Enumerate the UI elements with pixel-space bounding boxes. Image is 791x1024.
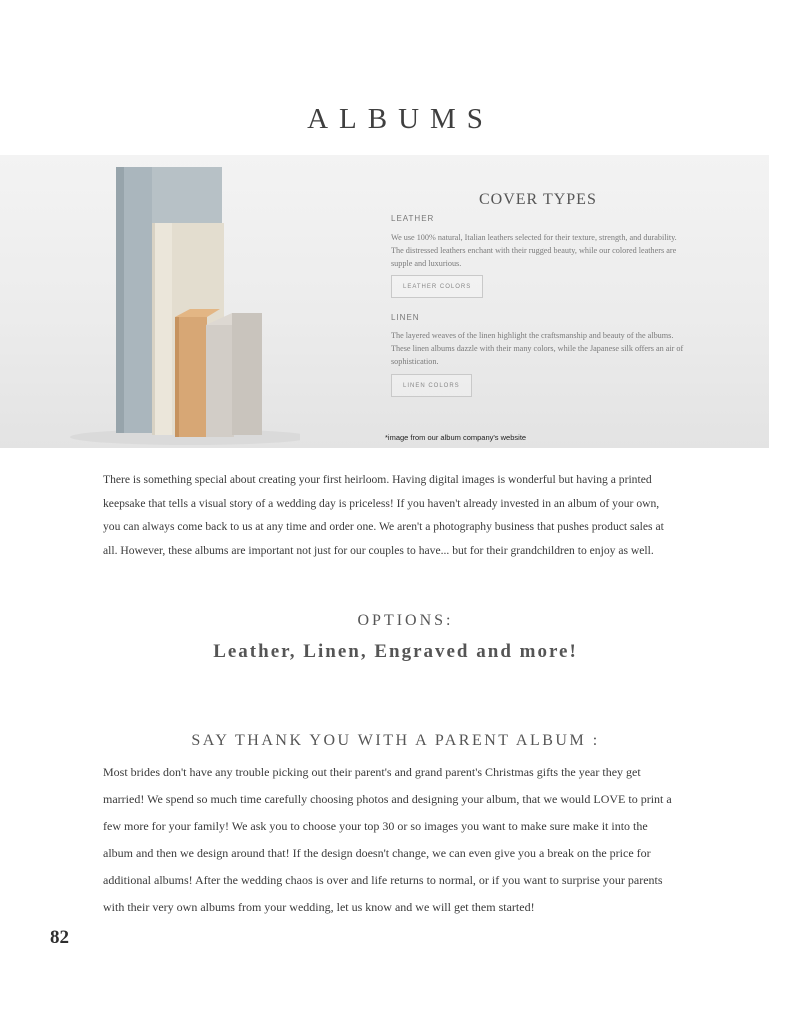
- album-books-illustration: [0, 155, 300, 448]
- options-subheading: Leather, Linen, Engraved and more!: [213, 641, 578, 662]
- linen-album: [206, 325, 234, 437]
- linen-label: LINEN: [391, 313, 420, 322]
- page-number: 82: [50, 927, 69, 948]
- cover-types-heading: COVER TYPES: [479, 191, 597, 208]
- image-credit-caption: *image from our album company's website: [385, 433, 527, 442]
- album-hero-image: [0, 155, 769, 448]
- cream-album: [152, 223, 174, 435]
- linen-colors-button[interactable]: LINEN COLORS: [391, 374, 472, 397]
- tan-album: [175, 317, 207, 437]
- page-title: ALBUMS: [307, 103, 494, 135]
- linen-description: The layered weaves of the linen highlight the craftsmanship and beauty of the albums. These linen albums dazzle with their many colors, while the Japanese silk offers an air of sophistication.: [391, 331, 684, 366]
- leather-label: LEATHER: [391, 214, 435, 223]
- leather-colors-button[interactable]: LEATHER COLORS: [391, 275, 483, 298]
- parent-album-heading: SAY THANK YOU WITH A PARENT ALBUM :: [191, 732, 600, 749]
- leather-description: We use 100% natural, Italian leathers selected for their texture, strength, and durability. The distressed leathers enchant with their rugged beauty, while our colored leathers are supple and luxurious.: [391, 233, 677, 268]
- options-heading: OPTIONS:: [357, 612, 454, 629]
- intro-paragraph: There is something special about creating your first heirloom. Having digital images is wonderful but having a printed keepsake that tells a visual story of a wedding day is priceless! If you haven't already invested in an album of your own, you can always come back to us at any time and order one. We aren't a photography business that pushes product sales at all. However, these albums are important not just for our couples to have... but for their grandchildren to enjoy as well.: [103, 473, 664, 557]
- parent-album-paragraph: Most brides don't have any trouble picking out their parent's and grand parent's Christmas gifts the year they get married! We spend so much time carefully choosing photos and designing your album, that we would LOVE to print a few more for your family! We ask you to choose your top 30 or so images you want to make sure make it into the album and then we design around that! If the design doesn't change, we can even give you a break on the price for additional albums! After the wedding chaos is over and life returns to normal, or if you want to surprise your parents with their very own albums from your wedding, let us know and we will get them started!: [103, 765, 672, 914]
